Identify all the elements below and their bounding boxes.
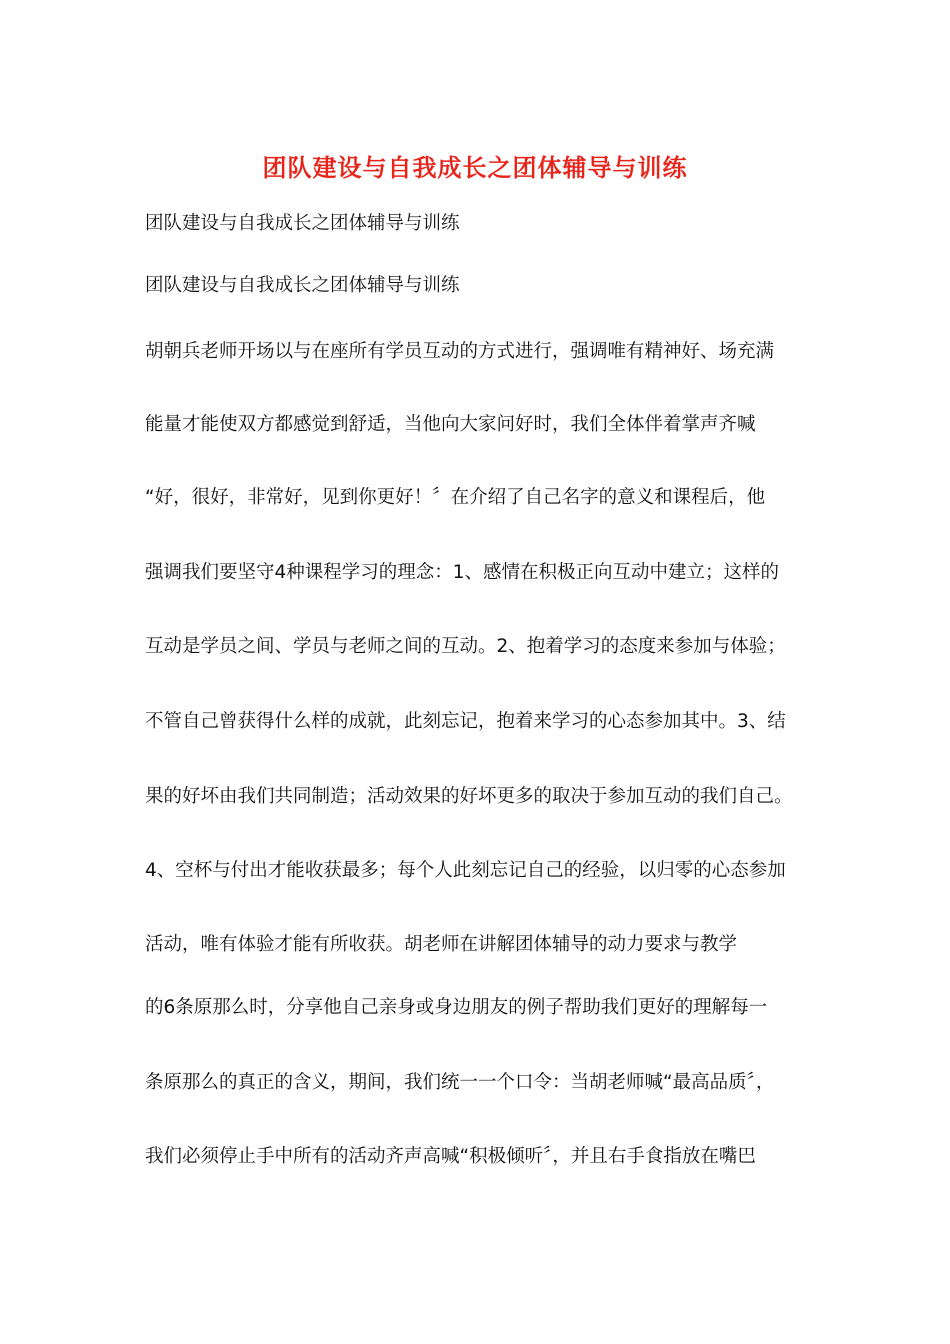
body-line: 活动，唯有体验才能有所收获。胡老师在讲解团体辅导的动力要求与教学 bbox=[145, 934, 738, 955]
document-title: 团队建设与自我成长之团体辅导与训练 bbox=[262, 154, 688, 182]
body-line: 能量才能使双方都感觉到舒适，当他向大家问好时，我们全体伴着掌声齐喊 bbox=[145, 414, 756, 435]
body-line: 果的好坏由我们共同制造；活动效果的好坏更多的取决于参加互动的我们自己。 bbox=[145, 786, 793, 807]
body-line: 4、空杯与付出才能收获最多；每个人此刻忘记自己的经验，以归零的心态参加 bbox=[145, 860, 786, 881]
subtitle-line-2: 团队建设与自我成长之团体辅导与训练 bbox=[145, 275, 460, 296]
body-line: 不管自己曾获得什么样的成就，此刻忘记，抱着来学习的心态参加其中。3、结 bbox=[145, 711, 786, 732]
body-line: 条原那么的真正的含义，期间，我们统一一个口令：当胡老师喊“最高品质〞， bbox=[145, 1072, 775, 1093]
body-line: 的6条原那么时，分享他自己亲身或身边朋友的例子帮助我们更好的理解每一 bbox=[145, 997, 768, 1018]
body-line: 互动是学员之间、学员与老师之间的互动。2、抱着学习的态度来参加与体验； bbox=[145, 636, 786, 657]
body-line: “好，很好，非常好，见到你更好！〞在介绍了自己名字的意义和课程后，他 bbox=[145, 487, 766, 508]
subtitle-line-1: 团队建设与自我成长之团体辅导与训练 bbox=[145, 213, 460, 234]
body-line: 强调我们要坚守4种课程学习的理念：1、感情在积极正向互动中建立；这样的 bbox=[145, 562, 780, 583]
body-line: 我们必须停止手中所有的活动齐声高喊“积极倾听〞，并且右手食指放在嘴巴 bbox=[145, 1146, 756, 1167]
body-line: 胡朝兵老师开场以与在座所有学员互动的方式进行，强调唯有精神好、场充满 bbox=[145, 341, 775, 362]
